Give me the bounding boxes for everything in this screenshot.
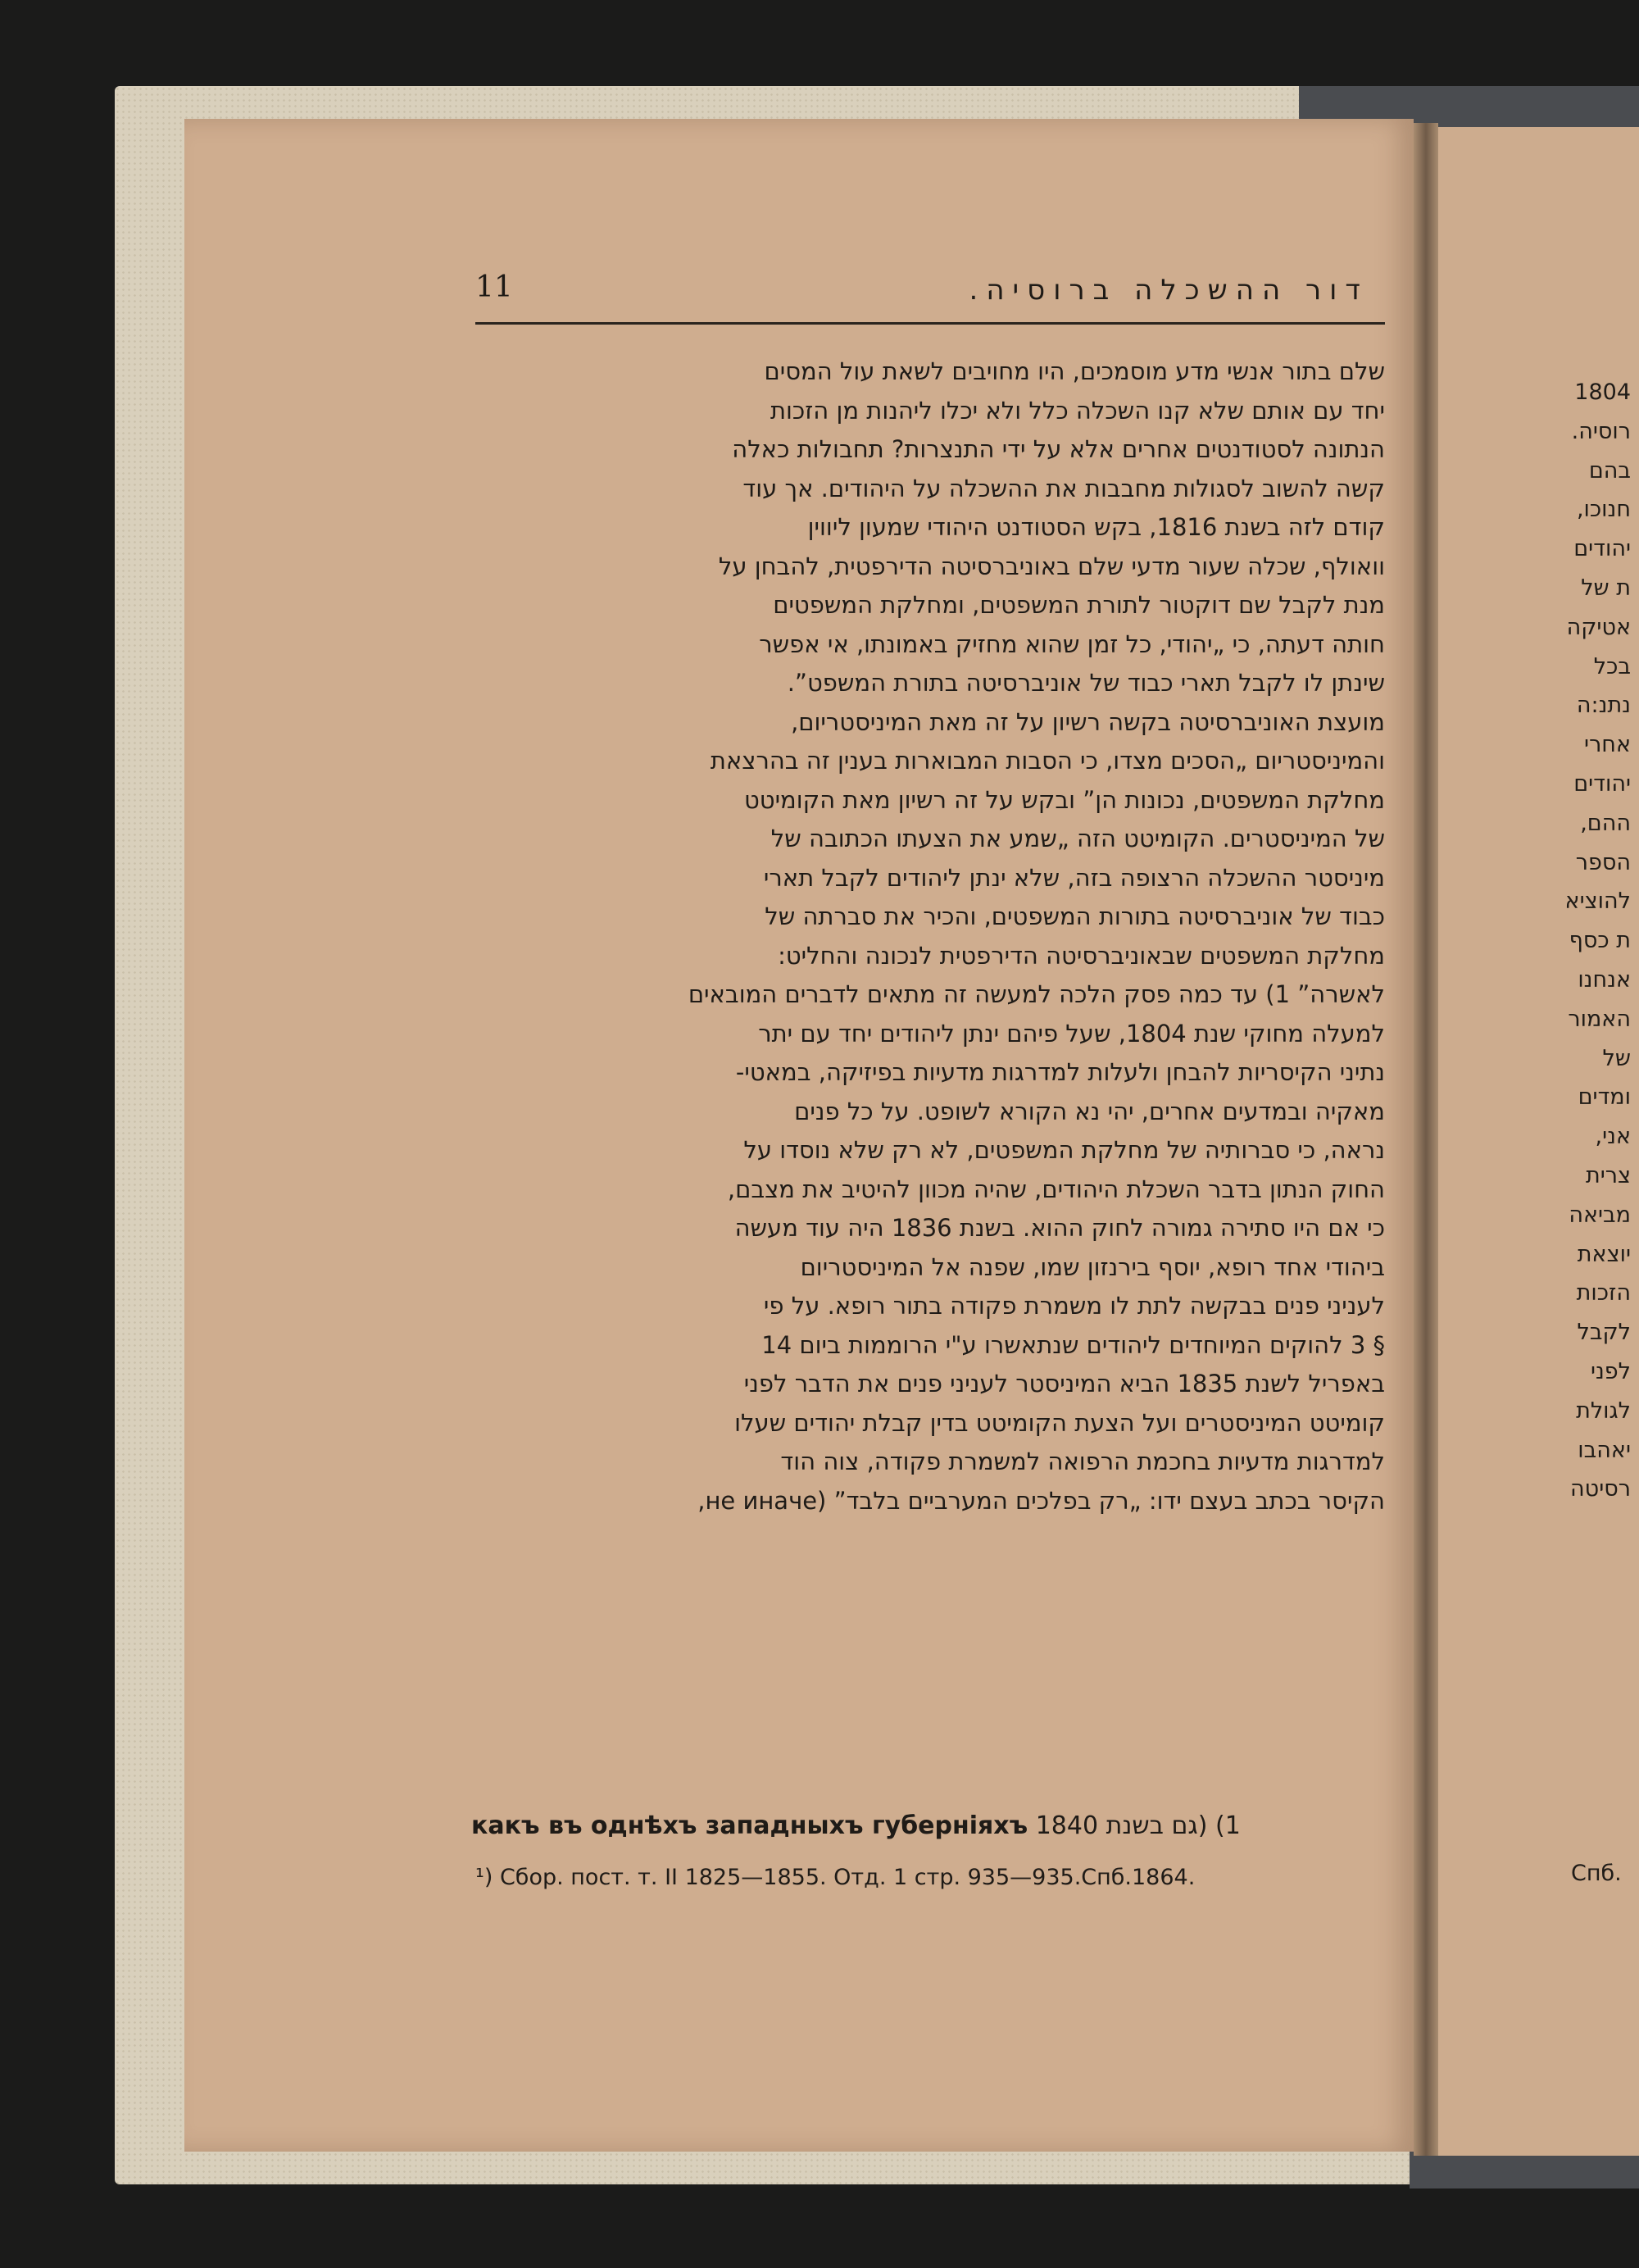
body-line: מועצת האוניברסיטה בקשה רשיון על זה מאת המיניסטריום,	[791, 707, 1385, 736]
body-line: למדרגות מדעיות בחכמת הרפואה למשמרת פקודה, צוה הוד	[780, 1448, 1385, 1475]
footnote-source: ¹) Сбор. пост. т. II 1825—1855. Отд. 1 стр. 935—935.Спб.1864.	[475, 1865, 1196, 1890]
body-line: ביהודי אחד רופא, יוסף בירנזון שמו, שפנה אל המיניסטריום	[800, 1252, 1385, 1281]
facing-page-line: של	[1602, 1045, 1631, 1071]
page-header	[475, 270, 1385, 320]
page-number: 11	[475, 270, 513, 304]
footnote-continuation	[471, 1811, 1381, 1840]
body-line: נראה, כי סברותיה של מחלקת המשפטים, לא רק שלא נוסדו על	[743, 1136, 1385, 1164]
body-line: מחלקת המשפטים שבאוניברסיטה הדירפטית לנכונה והחליט:	[778, 941, 1385, 970]
facing-page-line: ההם,	[1580, 810, 1631, 836]
facing-page-line: לפני	[1590, 1358, 1631, 1384]
body-line: קומיטט המיניסטרים ועל הצעת הקומיטט בדין קבלת יהודים שעלו	[734, 1408, 1385, 1437]
body-line: וואולף, שכלה שעור מדעי שלם באוניברסיטה הדירפטית, להבחן על	[718, 552, 1385, 580]
body-line: יחד עם אותם שלא קנו השכלה כלל ולא יכלו ליהנות מן הזכות	[770, 396, 1385, 425]
body-line: מנת לקבל שם דוקטור לתורת המשפטים, ומחלקת המשפטים	[773, 591, 1385, 619]
body-line: שינתן לו לקבל תארי כבוד של אוניברסיטה בתורת המשפט”.	[787, 669, 1385, 697]
facing-page-line: אחרי	[1584, 732, 1631, 758]
facing-page-line: האמור	[1568, 1006, 1631, 1032]
body-text	[463, 352, 1385, 1520]
facing-page-line: יוצאת	[1577, 1241, 1631, 1267]
facing-page-line: 1804	[1574, 380, 1631, 405]
body-line: § 3 להוקים המיוחדים ליהודים שנתאשרו ע"י הרוממות ביום 14	[761, 1330, 1385, 1359]
facing-page-line: אנחנו	[1578, 966, 1631, 993]
facing-page-line: נתנ:ה	[1576, 693, 1631, 719]
facing-page-line: להוציא	[1564, 889, 1631, 915]
header-rule	[475, 322, 1385, 325]
facing-page-line: אטיקה	[1566, 614, 1631, 640]
facing-page-line: ת כסף	[1569, 928, 1631, 954]
body-line: חותה דעתה, כי „יהודי, כל זמן שהוא מחזיק באמונתו, אי אפשר	[759, 629, 1385, 658]
facing-page-line: יהודים	[1573, 536, 1631, 562]
facing-page-text	[1549, 373, 1631, 1509]
body-line: מיניסטר ההשכלה הרצופה בזה, שלא ינתן ליהודים לקבל תארי	[763, 863, 1385, 892]
facing-page-line: צרית	[1585, 1162, 1631, 1189]
body-line: הקיסר בכתב בעצם ידו: „רק בפלכים המערביים בלבד” (не иначе,	[697, 1486, 1385, 1515]
book-gutter	[1414, 123, 1438, 2156]
facing-page-line: ומדים	[1578, 1084, 1631, 1111]
facing-page-line: מביאה	[1569, 1202, 1631, 1228]
facing-page-line: הספר	[1575, 849, 1631, 875]
facing-page-line: יהודים	[1573, 770, 1631, 797]
body-line: של המיניסטרים. הקומיטט הזה „שמע את הצעתו הכתובה של	[770, 825, 1385, 852]
body-line: נתיני הקיסריות להבחן ולעלות למדרגות מדעיות בפיזיקה, במאטי-	[735, 1058, 1385, 1086]
body-line: קשה להשוב לסגולות מחבבות את ההשכלה על היהודים. אך עוד	[742, 474, 1385, 502]
facing-page-line: לגולת	[1576, 1398, 1631, 1424]
body-line: שלם בתור אנשי מדע מוסמכים, היו מחויבים לשאת עול המסים	[764, 357, 1385, 385]
facing-page-line: יאהבו	[1578, 1437, 1631, 1463]
body-line: לעניני פנים בבקשה לתת לו משמרת פקודה בתור רופא. על פי	[763, 1292, 1385, 1320]
footnote-russian: какъ въ однѣхъ западныхъ губерніяхъ	[471, 1811, 1028, 1840]
body-line: החוק הנתון בדבר השכלת היהודים, שהיה מכוון להיטיב את מצבם,	[727, 1175, 1385, 1203]
body-line: כבוד של אוניברסיטה בתורות המשפטים, והכיר את סברתה של	[765, 902, 1385, 930]
facing-page-line: חנוכו,	[1576, 497, 1631, 523]
body-line: לאשרה” 1) עד כמה פסק הלכה למעשה זה מתאים לדברים המובאים	[688, 980, 1385, 1008]
facing-page-line: בהם	[1588, 457, 1631, 484]
facing-page-line: רסיטה	[1570, 1476, 1631, 1502]
facing-page-line: לקבל	[1577, 1320, 1631, 1346]
body-line: כי אם היו סתירה גמורה לחוק ההוא. בשנת 1836 היה עוד מעשה	[734, 1214, 1385, 1242]
facing-page-line: רוסיה.	[1571, 418, 1631, 444]
facing-page-line: אני,	[1595, 1124, 1631, 1150]
body-line: קודם לזה בשנת 1816, בקש הסטודנט היהודי שמעון ליווין	[807, 513, 1385, 541]
facing-page-line: ת של	[1581, 575, 1631, 601]
footnote-hebrew: 1) (גם בשנת 1840	[1035, 1811, 1241, 1840]
facing-page-footer: Спб.	[1571, 1861, 1622, 1886]
body-line: מחלקת המשפטים, נכונות הן” ובקש על זה רשיון מאת הקומיטט	[743, 785, 1385, 814]
body-line: למעלה מחוקי שנת 1804, שעל פיהם ינתן ליהודים יחד עם יתר	[758, 1019, 1385, 1048]
facing-page-line: הזכות	[1576, 1280, 1631, 1307]
body-line: מאקיה ובמדעים אחרים, יהי נא הקורא לשופט. על כל פנים	[794, 1097, 1385, 1125]
body-line: באפריל לשנת 1835 הביא המיניסטר לעניני פנים את הדבר לפני	[743, 1370, 1385, 1398]
body-line: והמיניסטריום „הסכים מצדו, כי הסבות המבוארות בענין זה בהרצאת	[710, 747, 1385, 775]
facing-page-line: בכל	[1593, 653, 1631, 679]
running-title: דור ההשכלה ברוסיה.	[969, 274, 1369, 307]
body-line: הנתונה לסטודנטים אחרים אלא על ידי התנצרות? תחבולות כאלה	[732, 435, 1385, 463]
